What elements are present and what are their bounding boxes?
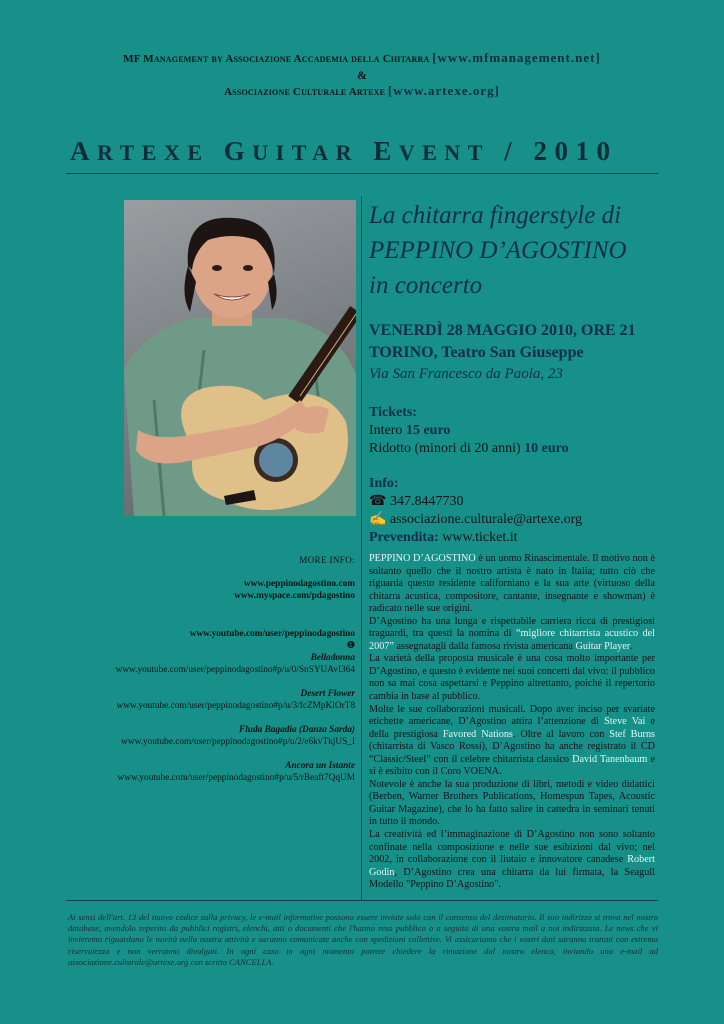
song-link[interactable]: www.youtube.com/user/peppinodagostino#p/u/0/SnSYUAvI364 xyxy=(115,665,355,675)
event-date-venue xyxy=(369,320,659,364)
bio-p2-a: D’Agostino ha una lunga e rispettabile carriera ricca di prestigiosi traguardi, tra questi la nomina di xyxy=(369,615,655,640)
column-divider xyxy=(361,196,362,900)
ticket-full-price: 15 euro xyxy=(405,423,451,438)
song-item xyxy=(116,760,355,784)
ticket-full xyxy=(369,422,659,440)
info-phone xyxy=(369,493,659,511)
song-title: Fluda Bagadia (Danza Sarda) xyxy=(239,725,355,735)
youtube-icon: ❶ xyxy=(346,641,355,651)
header-line-1 xyxy=(0,50,724,67)
song-title: Belladonna xyxy=(310,653,355,663)
bio-artist-name: PEPPINO D’AGOSTINO xyxy=(369,553,476,564)
more-info-links xyxy=(234,578,355,602)
top-divider xyxy=(66,173,658,174)
bio-p6-b: , D’Agostino crea una chitarra da lui firmata, la Seagull Modello "Peppino D’Agostino". xyxy=(369,866,655,891)
link-website[interactable]: www.peppinodagostino.com xyxy=(243,579,355,589)
tickets-label: Tickets: xyxy=(369,405,417,420)
header xyxy=(0,50,724,100)
bio-paragraph-1 xyxy=(369,553,655,616)
header-line-3 xyxy=(0,83,724,100)
phone-number[interactable]: 347.8447730 xyxy=(389,494,464,509)
song-item xyxy=(116,652,355,676)
link-myspace[interactable]: www.myspace.com/pdagostino xyxy=(234,591,355,601)
tickets-block xyxy=(369,404,659,458)
phone-icon: ☎ xyxy=(369,494,387,509)
artist-photo xyxy=(124,200,356,516)
bio-david-tanenbaum: David Tanenbaum xyxy=(572,753,648,765)
bio-award: “migliore chitarrista acustico del 2007” xyxy=(369,628,655,652)
bio-p6-a: La creatività ed l’immaginazione di D’Agostino non sono soltanto confinate nella composizione e nelle sue esibizioni dal vivo; nel 2002, in collaborazione con il liutaio e innovatore canadese xyxy=(369,829,655,866)
prevendita xyxy=(369,529,659,547)
prevendita-label: Prevendita: xyxy=(369,530,439,545)
info-label: Info: xyxy=(369,476,399,491)
prevendita-link[interactable]: www.ticket.it xyxy=(442,530,518,545)
song-link[interactable]: www.youtube.com/user/peppinodagostino#p/u/5/rBeaft7QqUM xyxy=(117,773,355,783)
bio-paragraph-6 xyxy=(369,829,655,892)
bottom-divider xyxy=(66,900,658,901)
pen-icon: ✍ xyxy=(369,512,387,527)
ticket-full-label: Intero xyxy=(369,423,406,438)
event-date: VENERDÌ 28 MAGGIO 2010, ORE 21 xyxy=(369,322,636,339)
bio-p4-a: Molte le sue collaborazioni musicali. Dopo aver inciso per svariate etichette americane, D’Agostino attira l’attenzione di xyxy=(369,703,655,728)
bio-guitar-player: Guitar Player xyxy=(575,640,630,652)
event-title-word: ARTEXE xyxy=(70,136,210,166)
bio-p4-b: e della prestigiosa xyxy=(369,716,655,740)
bio-paragraph-5: Notevole è anche la sua produzione di libri, metodi e video didattici (Berben, Warner Brothers Publications, Homespun Tapes, Acoustic Guitar Magazine), che lo ha fatto salire in cattedra in seminari tenuti in tutto il mondo. xyxy=(369,778,655,828)
ticket-reduced xyxy=(369,440,659,458)
song-item xyxy=(116,724,355,748)
bio-favored-nations: Favored Nations xyxy=(442,728,513,740)
bio-p1-text: è un uomo Rinascimentale. Il motivo non è soltanto quello che il nostro artista è nato in Italia; tutto ciò che riguarda questo residente californiano e la sua arte (virtuoso della chitarra acustica, compositore, cantante, insegnante e showman) è radicato nelle sue origini. xyxy=(369,553,655,615)
bio-p2-b: assegnatagli dalla famosa rivista americana xyxy=(393,640,576,652)
artist-name: PEPPINO D’AGOSTINO xyxy=(369,237,627,264)
event-venue: TORINO, Teatro San Giuseppe xyxy=(369,344,584,361)
concert-title-line-3: in concerto xyxy=(369,272,483,299)
bio-p2-c: . xyxy=(629,640,633,652)
concert-title xyxy=(369,198,659,303)
artist-bio xyxy=(369,553,655,892)
song-title: Ancora un Istante xyxy=(285,761,355,771)
ticket-reduced-label: Ridotto (minori di 20 anni) xyxy=(369,441,525,456)
privacy-notice: Ai sensi dell'art. 13 del nuovo codice sulla privacy, le e-mail informative possono essere inviate solo con il consenso del destinatario. Il suo indirizzo si trova nel nostro database, avendolo reperito da pubblici registri, elenchi, atti o documenti che l'hanno reso pubblico o a seguito di una vostra mail a noi indirizzata. Le news che vi invieremo riguardano le novità nella nostra attività e saranno comunicate anche con spedizioni collettive. Vi assicuriamo che i vostri dati saranno trattati con estrema riservatezza e non verranno divulgati. In ogni caso in ogni momento potrete chiedere la rimozione dal nostro elenco, inviando una e-mail ad associazione.culturale@artexe.org con scritto CANCELLA. xyxy=(68,912,658,967)
event-address: Via San Francesco da Paola, 23 xyxy=(369,366,563,382)
bio-paragraph-2 xyxy=(369,616,655,654)
song-title: Desert Flower xyxy=(300,689,355,699)
header-org-1: MF Management by Associazione Accademia della Chitarra xyxy=(123,53,430,65)
song-link[interactable]: www.youtube.com/user/peppinodagostino#p/u/3/fcZMpKlOrT8 xyxy=(116,701,355,711)
bio-p4-c: . Oltre al lavoro con xyxy=(512,728,610,740)
info-email xyxy=(369,511,659,529)
song-link[interactable]: www.youtube.com/user/peppinodagostino#p/u/2/e6kvTkjUS_I xyxy=(121,737,355,747)
bio-steve-vai: Steve Vai xyxy=(604,716,646,728)
artexe-link[interactable]: [www.artexe.org] xyxy=(387,83,500,98)
guitarist-illustration xyxy=(124,200,356,516)
mfmanagement-link[interactable]: [www.mfmanagement.net] xyxy=(432,50,601,65)
more-info-label: MORE INFO: xyxy=(299,555,355,565)
bio-paragraph-3: La varietà della proposta musicale è una cosa molto importante per D’Agostino, e questo è evidente nei suoi concerti dal vivo: il pubblico non sa mai cosa aspettarsi e Peppino altrettanto, poiché il repertorio cambia in base al pubblico. xyxy=(369,653,655,703)
event-title-word: EVENT xyxy=(373,136,490,166)
email-address[interactable]: associazione.culturale@artexe.org xyxy=(389,512,583,527)
song-item xyxy=(116,688,355,712)
event-title-word: GUITAR xyxy=(223,136,360,166)
bio-p4-d: (chitarrista di Vasco Rossi), D’Agostino ha anche registrato il CD “Classic/Steel” con il celebre chitarrista classico xyxy=(369,741,655,765)
info-block xyxy=(369,475,659,547)
bio-stef-burns: Stef Burns xyxy=(609,728,656,740)
bio-robert-godin: Robert Godin xyxy=(369,854,655,878)
ticket-reduced-price: 10 euro xyxy=(524,441,569,456)
event-title xyxy=(70,136,617,167)
concert-title-line-1: La chitarra fingerstyle di xyxy=(369,202,622,229)
bio-paragraph-4 xyxy=(369,704,655,779)
event-year: / 2010 xyxy=(489,136,618,166)
youtube-block xyxy=(116,628,355,796)
header-ampersand: & xyxy=(357,68,367,82)
bio-p4-e: e si è esibito con il Coro VOENA. xyxy=(369,753,655,778)
link-youtube[interactable]: www.youtube.com/user/peppinodagostino xyxy=(189,629,355,639)
header-org-2: Associazione Culturale Artexe xyxy=(224,86,386,98)
